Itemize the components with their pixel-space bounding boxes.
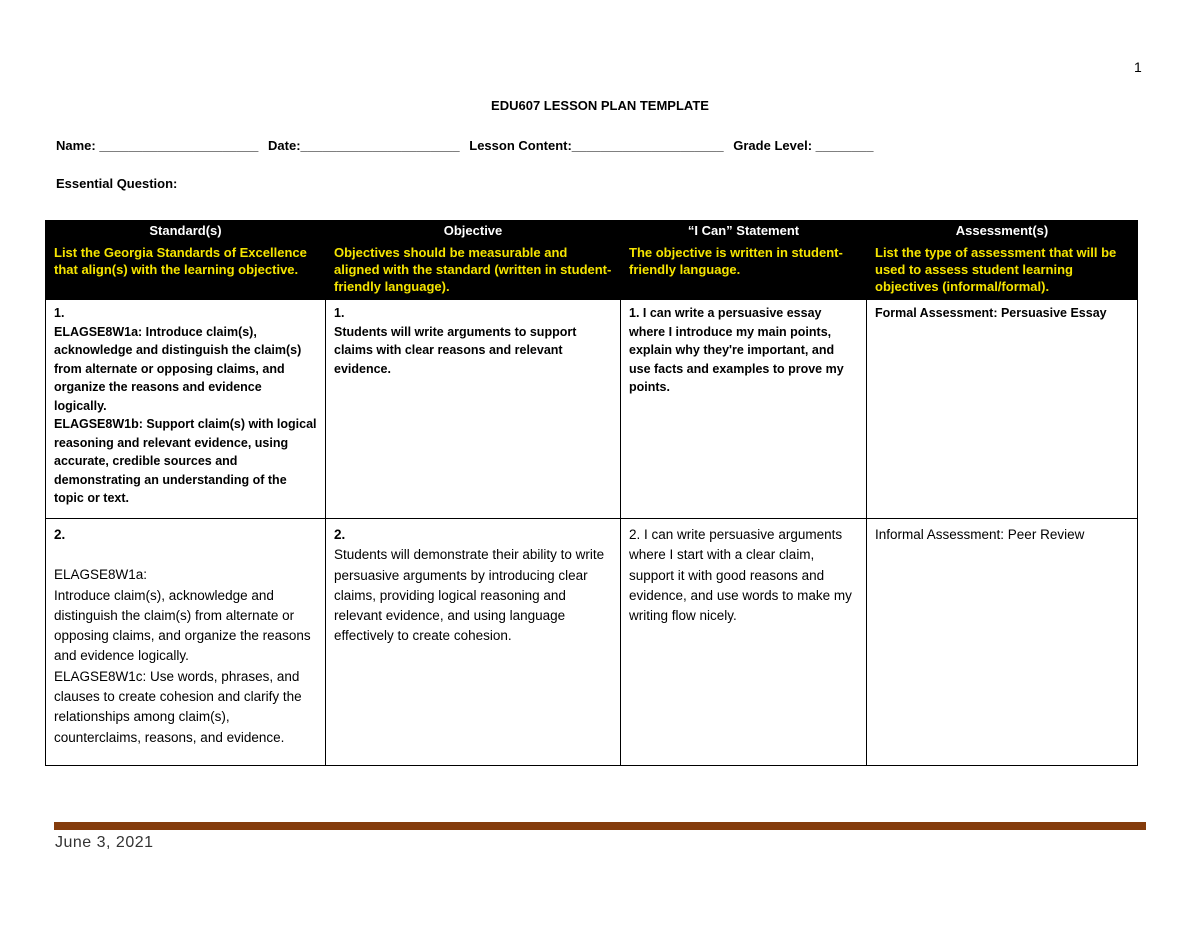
row1-i-can-text: 1. I can write a persuasive essay where I introduce my main points, explain why they're important, and use facts and examples to prove my points. — [629, 306, 844, 394]
row2-spacer — [54, 545, 317, 565]
document-title: EDU607 LESSON PLAN TEMPLATE — [491, 98, 709, 113]
header-objective: Objective — [326, 221, 621, 242]
guidance-row — [46, 242, 1138, 300]
name-field[interactable]: Name: ______________________ — [56, 138, 259, 153]
header-i-can: “I Can” Statement — [621, 221, 867, 242]
row2-assessment-cell[interactable] — [867, 519, 1138, 766]
row1-assessment-text: Formal Assessment: Persuasive Essay — [875, 306, 1107, 320]
row1-objective-cell[interactable] — [326, 300, 621, 519]
header-standards: Standard(s) — [46, 221, 326, 242]
row2-objective-text: Students will demonstrate their ability to write persuasive arguments by introducing clear claims, providing logical reasoning and relevant evidence, and using language effectively to create cohesion. — [334, 547, 605, 644]
row1-assessment-cell[interactable] — [867, 300, 1138, 519]
row1-standard-a: ELAGSE8W1a: Introduce claim(s), acknowledge and distinguish the claim(s) from alternate or opposing claims, and organize the reasons and evidence logically. — [54, 324, 302, 413]
row2-objective-cell[interactable] — [326, 519, 621, 766]
page-number: 1 — [1134, 59, 1142, 75]
row1-objective-number: 1. — [334, 306, 345, 320]
grade-level-field[interactable]: Grade Level: ________ — [733, 138, 874, 153]
row1-standard-b: ELAGSE8W1b: Support claim(s) with logical reasoning and relevant evidence, using accurate, credible sources and demonstrating an understanding of the topic or text. — [54, 417, 317, 505]
row2-standard-code: ELAGSE8W1a: — [54, 567, 148, 583]
table-row — [46, 300, 1138, 519]
row2-assessment-text: Informal Assessment: Peer Review — [875, 527, 1085, 542]
guidance-assessments: List the type of assessment that will be used to assess student learning objectives (informal/formal). — [867, 242, 1138, 300]
lesson-plan-table — [45, 220, 1138, 766]
row1-i-can-cell[interactable] — [621, 300, 867, 519]
row2-i-can-text: 2. I can write persuasive arguments where I start with a clear claim, support it with good reasons and evidence, and use words to make my writing flow nicely. — [629, 527, 852, 624]
row2-i-can-cell[interactable] — [621, 519, 867, 766]
header-assessments: Assessment(s) — [867, 221, 1138, 242]
row2-standards-cell[interactable] — [46, 519, 326, 766]
guidance-i-can: The objective is written in student-friendly language. — [621, 242, 867, 300]
row1-objective-text: Students will write arguments to support claims with clear reasons and relevant evidence. — [334, 324, 577, 376]
guidance-standards: List the Georgia Standards of Excellence that align(s) with the learning objective. — [46, 242, 326, 300]
table-header-row — [46, 221, 1138, 242]
date-field[interactable]: Date:______________________ — [268, 138, 460, 153]
row2-standard-b: ELAGSE8W1c: Use words, phrases, and clauses to create cohesion and clarify the relationships among claim(s), counterclaims, reasons, and evidence. — [54, 668, 302, 745]
row1-standards-cell[interactable] — [46, 300, 326, 519]
info-fields — [56, 138, 879, 153]
row2-objective-number: 2. — [334, 527, 346, 542]
footer-rule — [54, 822, 1146, 830]
row1-standard-number: 1. — [54, 306, 65, 320]
row2-standard-number: 2. — [54, 527, 66, 542]
row2-standard-a: Introduce claim(s), acknowledge and distinguish the claim(s) from alternate or opposing claims, and organize the reasons and evidence logically. — [54, 587, 311, 664]
essential-question-label: Essential Question: — [56, 176, 178, 191]
lesson-content-field[interactable]: Lesson Content:_____________________ — [469, 138, 724, 153]
table-row — [46, 519, 1138, 766]
guidance-objective: Objectives should be measurable and aligned with the standard (written in student-friendly language). — [326, 242, 621, 300]
footer-date: June 3, 2021 — [55, 834, 154, 851]
